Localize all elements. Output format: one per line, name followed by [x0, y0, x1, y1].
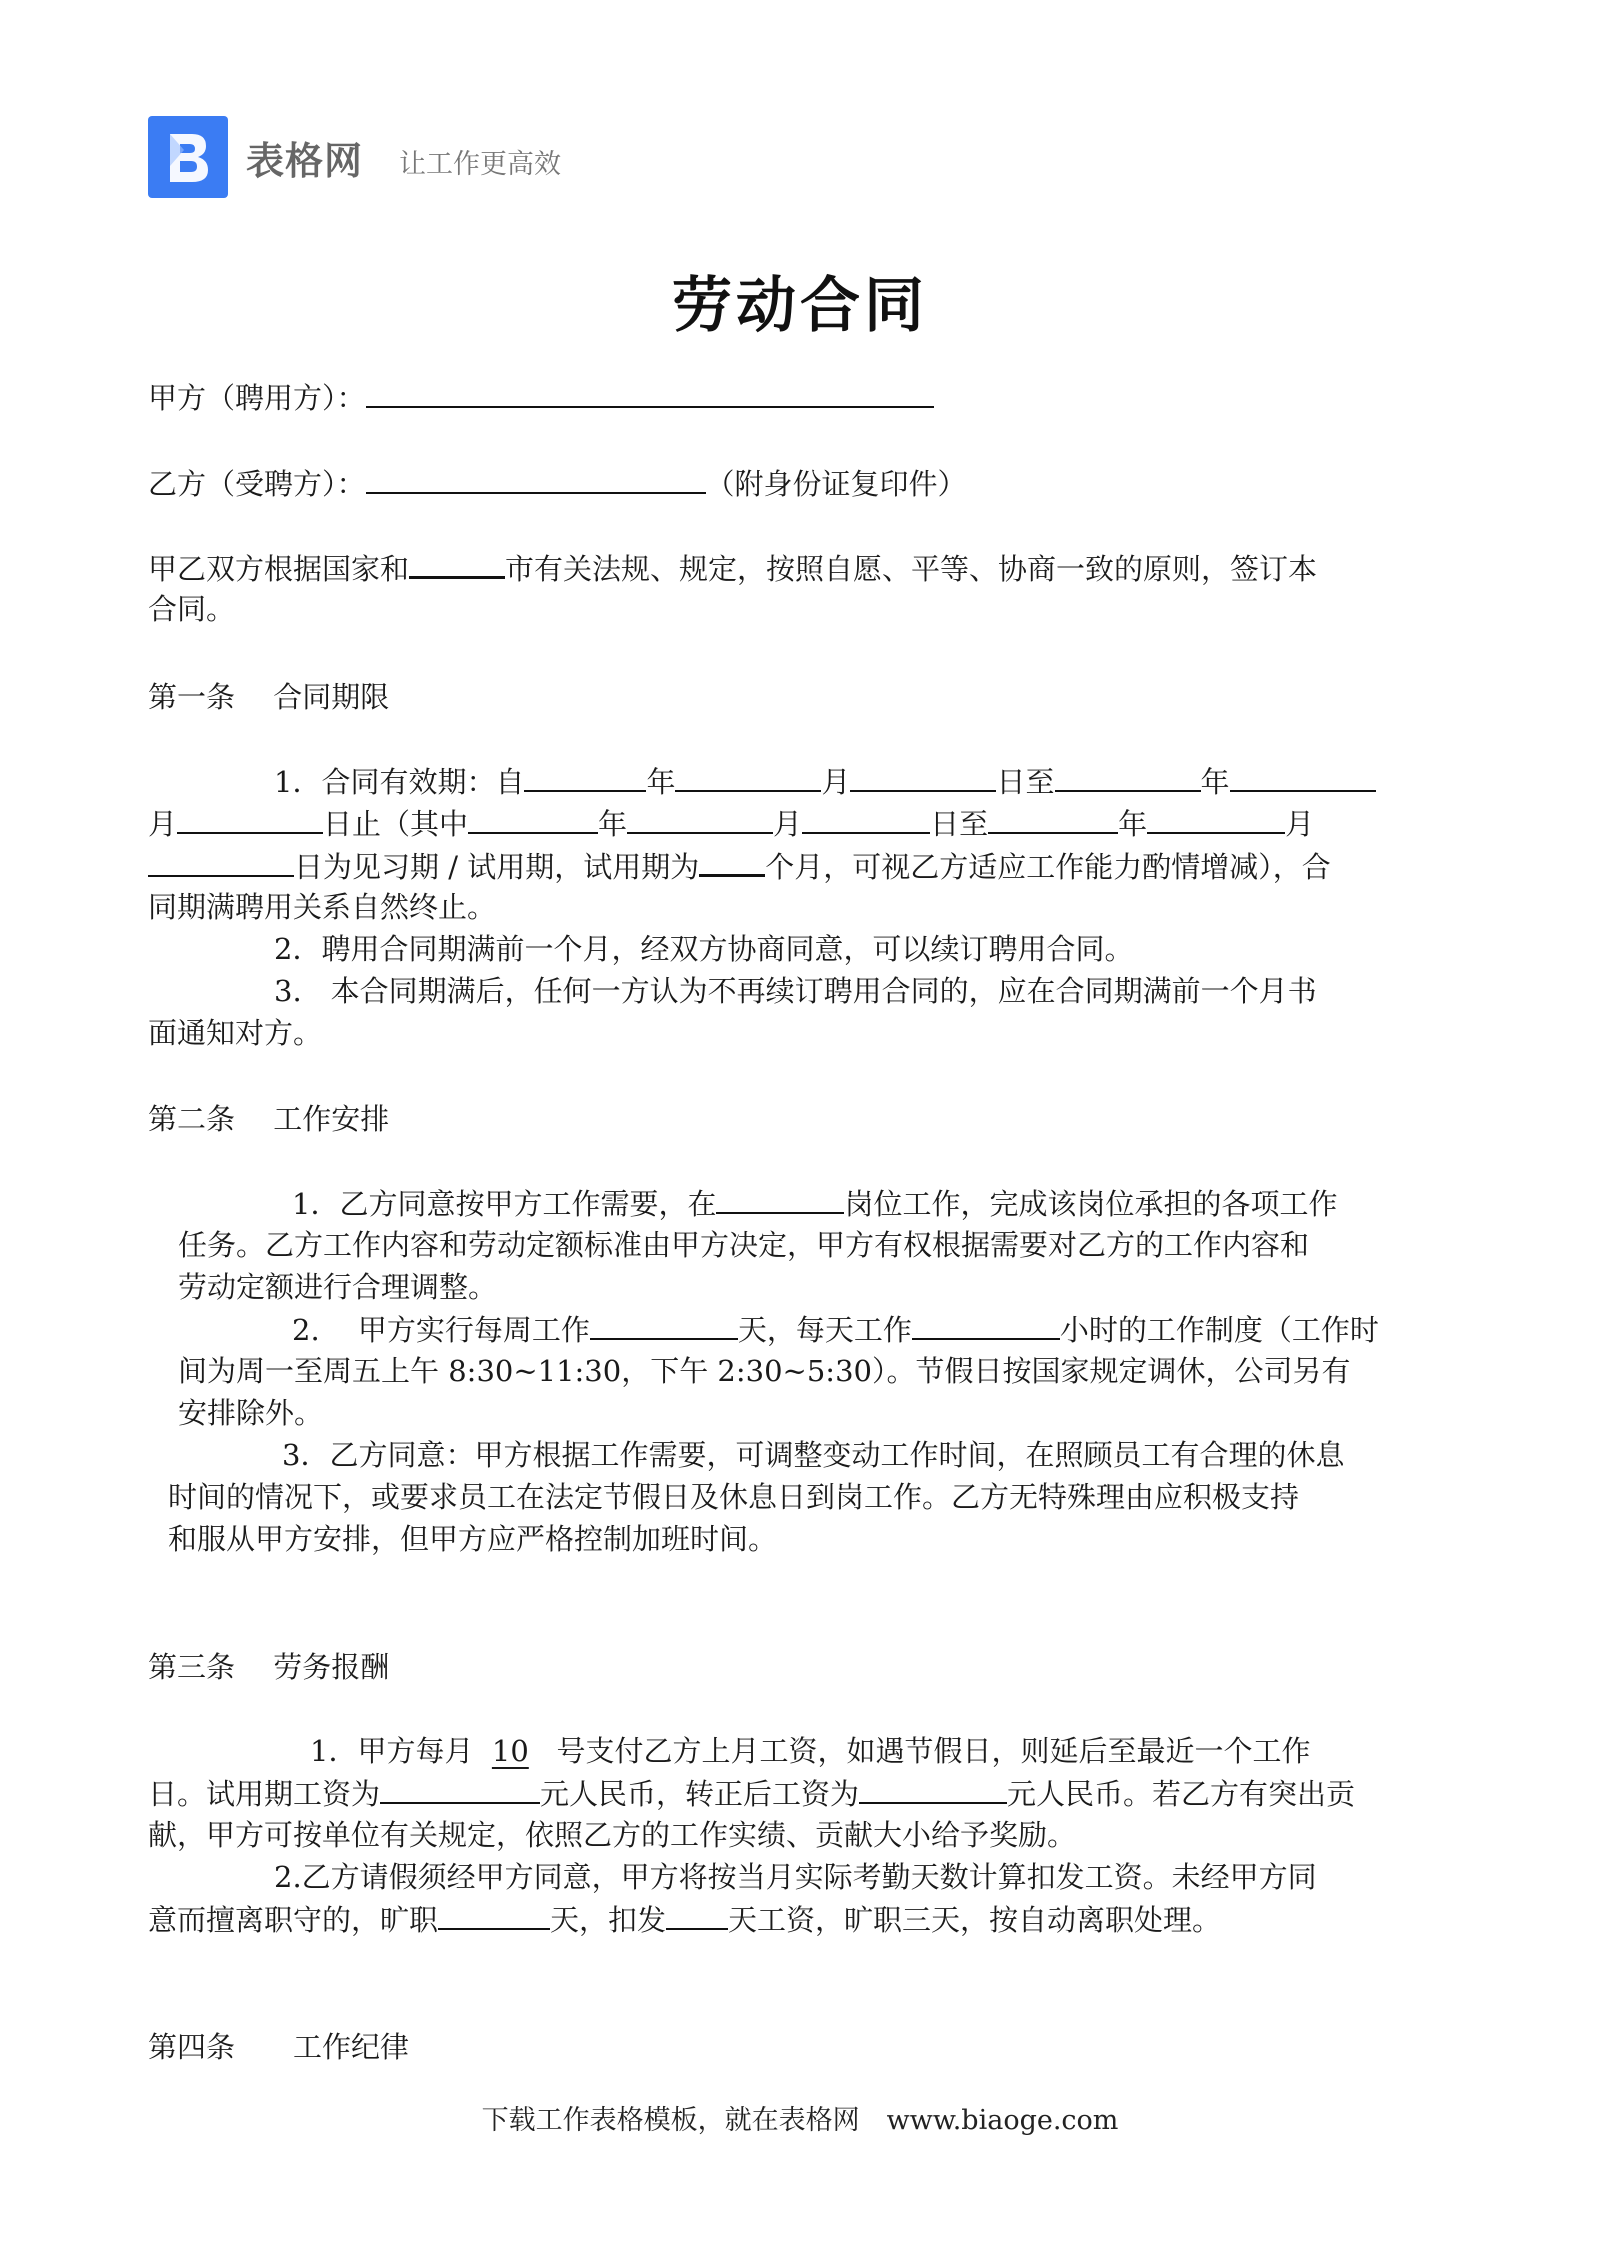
- probation-salary-blank[interactable]: [380, 1772, 540, 1804]
- end-month-blank[interactable]: [1230, 760, 1376, 792]
- city-blank[interactable]: [409, 546, 505, 579]
- clause-text: 日。试用期工资为: [148, 1777, 381, 1811]
- work-days-blank[interactable]: [590, 1308, 738, 1340]
- clause-text: 意而擅离职守的，旷职: [148, 1903, 439, 1937]
- document-title: 劳动合同: [672, 271, 928, 341]
- article-2-clause-1-line-2: 任务。乙方工作内容和劳动定额标准由甲方决定，甲方有权根据需要对乙方的工作内容和: [178, 1228, 1310, 1262]
- intro-line-1: [148, 546, 1317, 590]
- article-2-clause-1-line-3: 劳动定额进行合理调整。: [178, 1270, 498, 1304]
- article-3-clause-2-line-1: 2.乙方请假须经甲方同意，甲方将按当月实际考勤天数计算扣发工资。未经甲方同: [274, 1860, 1317, 1894]
- article-1-clause-3-line-1: 3. 本合同期满后，任何一方认为不再续订聘用合同的，应在合同期满前一个月书: [274, 974, 1317, 1008]
- clause-text: 1．乙方同意按甲方工作需要，在: [292, 1187, 717, 1221]
- article-1-clause-3-line-2: 面通知对方。: [148, 1016, 323, 1050]
- article-2-clause-2-line-3: 安排除外。: [178, 1396, 324, 1430]
- party-b-note: （附身份证复印件）: [705, 467, 967, 501]
- party-a-label: 甲方（聘用方）：: [148, 381, 366, 415]
- brand-header: [148, 116, 561, 198]
- pay-day-value[interactable]: 10: [491, 1734, 529, 1768]
- clause-text: 日至: [930, 807, 989, 841]
- probation-months-blank[interactable]: [699, 844, 765, 877]
- clause-text: 月: [821, 765, 851, 799]
- party-a-line: [148, 376, 934, 419]
- probation-end-year-blank[interactable]: [988, 802, 1118, 834]
- position-blank[interactable]: [716, 1182, 844, 1214]
- clause-text: 年: [1118, 807, 1148, 841]
- clause-text: 1．甲方每月: [310, 1734, 474, 1768]
- clause-text: 号支付乙方上月工资，如遇节假日，则延后至最近一个工作: [556, 1734, 1311, 1768]
- absence-days-blank[interactable]: [438, 1898, 550, 1930]
- end-year-blank[interactable]: [1055, 760, 1201, 792]
- clause-text: 元人民币，转正后工资为: [540, 1777, 860, 1811]
- article-4-heading: 第四条 工作纪律: [148, 2030, 410, 2064]
- start-day-blank[interactable]: [850, 760, 996, 792]
- probation-end-day-blank[interactable]: [148, 845, 294, 877]
- start-year-blank[interactable]: [524, 760, 646, 792]
- probation-start-day-blank[interactable]: [802, 802, 930, 834]
- article-3-clause-1-line-2: [148, 1772, 1355, 1815]
- clause-text: 年: [646, 765, 676, 799]
- clause-text: 天，每天工作: [737, 1313, 912, 1347]
- article-3-clause-1-line-3: 献，甲方可按单位有关规定，依照乙方的工作实绩、贡献大小给予奖励。: [148, 1818, 1077, 1852]
- article-2-clause-1-line-1: [292, 1182, 1337, 1225]
- party-b-blank[interactable]: [366, 462, 706, 494]
- probation-start-month-blank[interactable]: [627, 802, 773, 834]
- article-2-clause-3-line-1: 3．乙方同意：甲方根据工作需要，可调整变动工作时间，在照顾员工有合理的休息: [282, 1438, 1345, 1472]
- probation-end-month-blank[interactable]: [1147, 802, 1285, 834]
- clause-text: 月: [148, 807, 178, 841]
- party-b-line: [148, 462, 967, 505]
- article-1-clause-1-line-2: [148, 802, 1314, 845]
- start-month-blank[interactable]: [675, 760, 821, 792]
- article-2-clause-2-line-1: [292, 1308, 1379, 1351]
- clause-text: 个月，可视乙方适应工作能力酌情增减），合: [765, 850, 1331, 884]
- clause-text: 月: [773, 807, 803, 841]
- clause-text: 岗位工作，完成该岗位承担的各项工作: [844, 1187, 1338, 1221]
- article-3-clause-1-line-1: [310, 1730, 1310, 1772]
- clause-text: 1．合同有效期：自: [274, 765, 525, 799]
- intro-text: 甲乙双方根据国家和: [148, 552, 410, 586]
- clause-text: 年: [598, 807, 628, 841]
- clause-text: 月: [1285, 807, 1315, 841]
- clause-text: 2. 甲方实行每周工作: [292, 1313, 590, 1347]
- clause-text: 小时的工作制度（工作时: [1059, 1313, 1379, 1347]
- clause-text: 天工资，旷职三天，按自动离职处理。: [728, 1903, 1222, 1937]
- intro-line-2: 合同。: [148, 592, 236, 626]
- clause-text: 日至: [996, 765, 1055, 799]
- article-1-clause-1-line-3: [148, 844, 1331, 888]
- intro-text: 市有关法规、规定，按照自愿、平等、协商一致的原则，签订本: [505, 552, 1318, 586]
- article-3-heading: 第三条 劳务报酬: [148, 1650, 390, 1684]
- party-a-blank[interactable]: [366, 376, 934, 408]
- article-1-heading: 第一条 合同期限: [148, 680, 390, 714]
- article-3-clause-2-line-2: [148, 1898, 1221, 1941]
- brand-slogan: 让工作更高效: [399, 148, 562, 180]
- article-2-clause-3-line-2: 时间的情况下，或要求员工在法定节假日及休息日到岗工作。乙方无特殊理由应积极支持: [168, 1480, 1300, 1514]
- article-1-clause-1-line-4: 同期满聘用关系自然终止。: [148, 890, 497, 924]
- article-2-heading: 第二条 工作安排: [148, 1102, 390, 1136]
- article-2-clause-3-line-3: 和服从甲方安排，但甲方应严格控制加班时间。: [168, 1522, 778, 1556]
- work-hours-blank[interactable]: [912, 1308, 1060, 1340]
- deducted-days-blank[interactable]: [666, 1898, 728, 1930]
- regular-salary-blank[interactable]: [859, 1772, 1007, 1804]
- end-day-blank[interactable]: [177, 802, 323, 834]
- clause-text: 日为见习期 / 试用期，试用期为: [294, 850, 700, 884]
- clause-text: 日止（其中: [323, 807, 469, 841]
- biaoge-logo-icon: [148, 116, 228, 198]
- brand-name: 表格网: [246, 138, 364, 183]
- article-2-clause-2-line-2: 间为周一至周五上午 8:30~11:30，下午 2:30~5:30）。节假日按国家规定调休，公司另有: [178, 1354, 1351, 1388]
- clause-text: 元人民币。若乙方有突出贡: [1007, 1777, 1356, 1811]
- party-b-label: 乙方（受聘方）：: [148, 467, 366, 501]
- clause-text: 年: [1200, 765, 1230, 799]
- article-1-clause-1-line-1: [274, 760, 1376, 803]
- probation-start-year-blank[interactable]: [468, 802, 598, 834]
- article-1-clause-2: 2．聘用合同期满前一个月，经双方协商同意，可以续订聘用合同。: [274, 932, 1134, 966]
- clause-text: 天，扣发: [550, 1903, 667, 1937]
- footer-text: 下载工作表格模板，就在表格网 www.biaoge.com: [481, 2105, 1119, 2136]
